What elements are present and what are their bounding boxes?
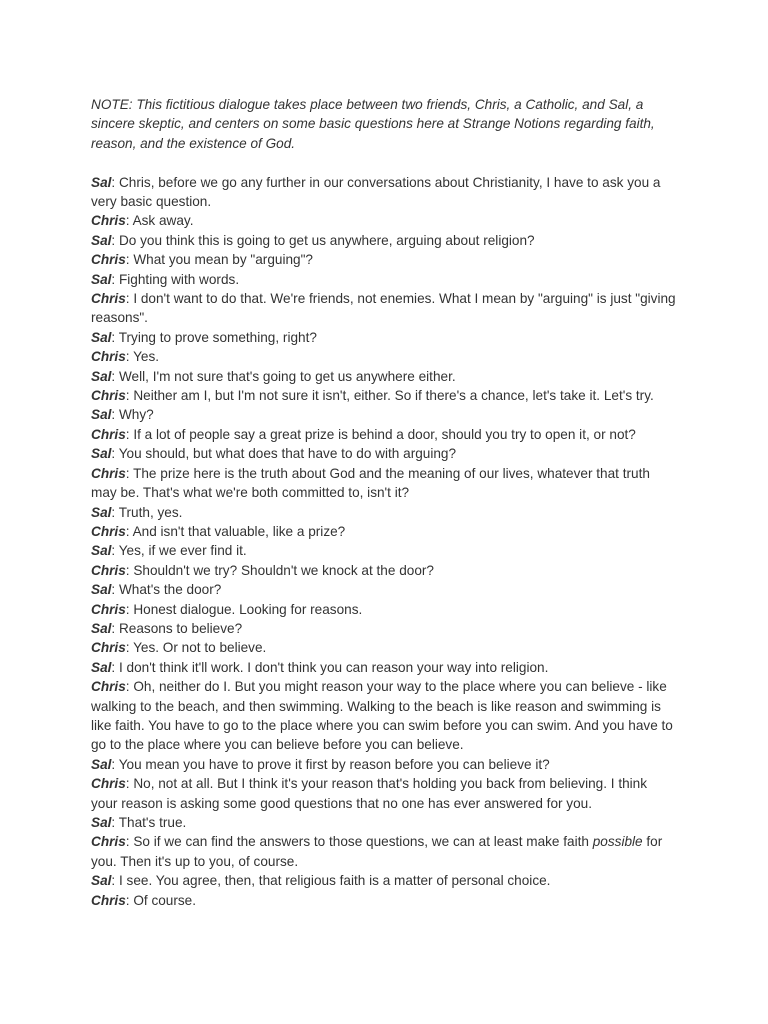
speaker-name: Chris: [91, 213, 126, 229]
line-text: And isn't that valuable, like a prize?: [132, 523, 346, 539]
dialogue-line: Sal: Reasons to believe?: [91, 620, 243, 636]
speaker-name: Sal: [91, 815, 112, 831]
line-text: Yes, if we ever find it.: [118, 543, 247, 559]
line-text: Yes.: [133, 349, 160, 365]
dialogue-line: Chris: Oh, neither do I. But you might reason your way to the place where you can believe - like walking to the beach, and then swimming. Walking to the beach is like reason and swimming is like faith. You have to go to the place where you can swim before you can swim. And you have to go to the place where you can believe before you can believe.: [91, 679, 673, 753]
dialogue-line: Chris: Neither am I, but I'm not sure it isn't, either. So if there's a chance, let's take it. Let's try.: [91, 388, 654, 404]
dialogue-line: Chris: Yes. Or not to believe.: [91, 640, 267, 656]
line-text: If a lot of people say a great prize is behind a door, should you try to open it, or not?: [133, 426, 636, 442]
speaker-name: Chris: [91, 252, 126, 268]
speaker-name: Sal: [91, 407, 112, 423]
speaker-name: Chris: [91, 562, 126, 578]
speaker-name: Sal: [91, 543, 112, 559]
speaker-name: Sal: [91, 174, 112, 190]
line-text: Do you think this is going to get us anywhere, arguing about religion?: [118, 232, 535, 248]
speaker-name: Chris: [91, 834, 126, 850]
speaker-name: Sal: [91, 756, 112, 772]
dialogue-line: Sal: Yes, if we ever find it.: [91, 543, 247, 559]
speaker-name: Sal: [91, 582, 112, 598]
line-text: Fighting with words.: [118, 271, 240, 287]
line-text: Honest dialogue. Looking for reasons.: [133, 601, 363, 617]
dialogue-line: Chris: If a lot of people say a great prize is behind a door, should you try to open it, or not?: [91, 426, 636, 442]
dialogue-line: Sal: That's true.: [91, 815, 187, 831]
dialogue-line: Chris: Shouldn't we try? Shouldn't we knock at the door?: [91, 562, 434, 578]
line-text: I don't want to do that. We're friends, not enemies. What I mean by "arguing" is just "giving reasons".: [91, 291, 676, 326]
dialogue-line: Chris: Honest dialogue. Looking for reasons.: [91, 601, 363, 617]
line-text: I don't think it'll work. I don't think you can reason your way into religion.: [118, 659, 549, 675]
dialogue-line: Chris: No, not at all. But I think it's your reason that's holding you back from believing. I think your reason is asking some good questions that no one has ever answered for you.: [91, 776, 648, 811]
line-text: Well, I'm not sure that's going to get us anywhere either.: [118, 368, 456, 384]
dialogue-line: Sal: What's the door?: [91, 582, 222, 598]
line-text: You mean you have to prove it first by reason before you can believe it?: [118, 756, 550, 772]
speaker-name: Sal: [91, 504, 112, 520]
speaker-name: Sal: [91, 873, 112, 889]
dialogue-line: Sal: Trying to prove something, right?: [91, 329, 317, 345]
line-text-continued: for you. Then it's up to you, of course.: [91, 834, 663, 869]
speaker-name: Chris: [91, 388, 126, 404]
dialogue-line: Chris: So if we can find the answers to those questions, we can at least make faith possible for you. Then it's up to you, of course.: [91, 834, 663, 869]
line-text: Of course.: [133, 892, 197, 908]
emphasized-word: possible: [592, 834, 643, 850]
dialogue-line: Sal: I don't think it'll work. I don't think you can reason your way into religion.: [91, 659, 549, 675]
speaker-name: Chris: [91, 892, 126, 908]
dialogue-line: Sal: Fighting with words.: [91, 271, 240, 287]
speaker-name: Sal: [91, 329, 112, 345]
line-text: What you mean by "arguing"?: [133, 252, 313, 268]
dialogue-line: Chris: Yes.: [91, 349, 160, 365]
line-text: Yes. Or not to believe.: [133, 640, 267, 656]
line-text: Truth, yes.: [118, 504, 183, 520]
line-text: Chris, before we go any further in our conversations about Christianity, I have to ask you a very basic question.: [91, 174, 661, 210]
speaker-name: Sal: [91, 368, 112, 384]
dialogue-line: Chris: Of course.: [91, 892, 197, 908]
speaker-name: Chris: [91, 679, 126, 695]
line-text: Neither am I, but I'm not sure it isn't, either. So if there's a chance, let's take it. Let's try.: [133, 388, 654, 404]
speaker-name: Chris: [91, 640, 126, 656]
line-text: What's the door?: [118, 582, 222, 598]
line-text: You should, but what does that have to do with arguing?: [118, 446, 457, 462]
dialogue-line: Sal: Chris, before we go any further in our conversations about Christianity, I have to ask you a very basic question.: [91, 174, 661, 210]
dialogue-line: Sal: Why?: [91, 407, 154, 423]
line-text: Why?: [118, 407, 154, 423]
dialogue-line: Sal: I see. You agree, then, that religious faith is a matter of personal choice.: [91, 873, 551, 889]
dialogue-line: Chris: Ask away.: [91, 213, 194, 229]
speaker-name: Chris: [91, 601, 126, 617]
line-text: Oh, neither do I. But you might reason your way to the place where you can believe - like walking to the beach, and then swimming. Walking to the beach is like reason and swimming is like faith. You have to go to the place where you can swim before you can swim. And you have to go to the place where you can believe before you can believe.: [91, 679, 673, 753]
speaker-name: Chris: [91, 523, 126, 539]
dialogue-line: Sal: You should, but what does that have to do with arguing?: [91, 446, 457, 462]
line-text: Shouldn't we try? Shouldn't we knock at the door?: [133, 562, 434, 578]
line-text: That's true.: [118, 815, 187, 831]
speaker-name: Sal: [91, 446, 112, 462]
line-text: Trying to prove something, right?: [118, 329, 317, 345]
speaker-name: Sal: [91, 232, 112, 248]
document-body: [91, 95, 677, 910]
dialogue-line: Chris: The prize here is the truth about God and the meaning of our lives, whatever that truth may be. That's what we're both committed to, isn't it?: [91, 465, 650, 501]
line-text: No, not at all. But I think it's your reason that's holding you back from believing. I think your reason is asking some good questions that no one has ever answered for you.: [91, 776, 648, 811]
dialogue-line: Chris: And isn't that valuable, like a prize?: [91, 523, 346, 539]
speaker-name: Sal: [91, 659, 112, 675]
speaker-name: Chris: [91, 465, 126, 481]
dialogue-line: Sal: Do you think this is going to get us anywhere, arguing about religion?: [91, 232, 535, 248]
dialogue-line: Chris: What you mean by "arguing"?: [91, 252, 313, 268]
line-text: I see. You agree, then, that religious faith is a matter of personal choice.: [118, 873, 551, 889]
speaker-name: Chris: [91, 291, 126, 307]
dialogue: [91, 173, 677, 910]
dialogue-line: Chris: I don't want to do that. We're friends, not enemies. What I mean by "arguing" is just "giving reasons".: [91, 291, 676, 326]
speaker-name: Sal: [91, 620, 112, 636]
line-text: Ask away.: [132, 213, 194, 229]
dialogue-line: Sal: You mean you have to prove it first by reason before you can believe it?: [91, 756, 550, 772]
speaker-name: Sal: [91, 271, 112, 287]
line-text: So if we can find the answers to those questions, we can at least make faith: [133, 834, 593, 850]
dialogue-line: Sal: Truth, yes.: [91, 504, 183, 520]
line-text: The prize here is the truth about God and the meaning of our lives, whatever that truth may be. That's what we're both committed to, isn't it?: [91, 465, 650, 501]
speaker-name: Chris: [91, 426, 126, 442]
dialogue-line: Sal: Well, I'm not sure that's going to get us anywhere either.: [91, 368, 456, 384]
line-text: Reasons to believe?: [118, 620, 243, 636]
intro-note: NOTE: This fictitious dialogue takes place between two friends, Chris, a Catholic, and Sal, a sincere skeptic, and centers on some basic questions here at Strange Notions regarding faith, reason, and the existence of God.: [91, 97, 655, 151]
speaker-name: Chris: [91, 349, 126, 365]
speaker-name: Chris: [91, 776, 126, 792]
